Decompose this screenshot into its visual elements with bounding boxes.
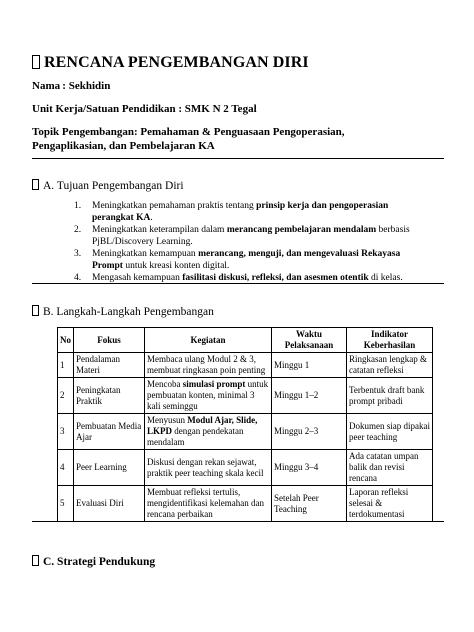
cell-kegiatan: [145, 450, 272, 486]
header-waktu: Waktu Pelaksanaan: [272, 328, 347, 353]
goal-item: [74, 225, 426, 248]
cell-kegiatan: [145, 353, 272, 378]
goal-number: 3.: [74, 249, 82, 259]
goal-emphasis: fasilitasi diskusi, refleksi, dan asesmen otentik: [182, 273, 369, 283]
cell-kegiatan: [145, 378, 272, 414]
header-no: No: [58, 328, 74, 353]
section-c-heading: C. Strategi Pendukung: [32, 555, 155, 568]
cell-no: 1: [58, 353, 74, 378]
table-row: [58, 450, 433, 486]
cell-indikator: Ada catatan umpan balik dan revisi rencana: [347, 450, 433, 486]
cell-waktu: Minggu 2–3: [272, 414, 347, 450]
cell-waktu: Setelah Peer Teaching: [272, 486, 347, 522]
goal-number: 2.: [74, 225, 82, 235]
kegiatan-text: Membuat refleksi tertulis, mengidentifikasi kelemahan dan rencana perbaikan: [147, 487, 264, 519]
missing-glyph-icon: [32, 305, 39, 316]
cell-indikator: Laporan refleksi selesai & terdokumentasi: [347, 486, 433, 522]
table-header-row: [58, 328, 433, 353]
kegiatan-text: Mencoba: [147, 379, 183, 389]
cell-indikator: Dokumen siap dipakai peer teaching: [347, 414, 433, 450]
goal-emphasis: merancang, menguji, dan mengevaluasi Rekayasa Prompt: [92, 249, 401, 271]
cell-indikator: Ringkasan lengkap & catatan refleksi: [347, 353, 433, 378]
kegiatan-text: Menyusun: [147, 415, 188, 425]
cell-fokus: Peningkatan Praktik: [74, 378, 145, 414]
missing-glyph-icon: [32, 179, 39, 190]
unit-line: Unit Kerja/Satuan Pendidikan : SMK N 2 Tegal: [32, 103, 257, 115]
header-indikator: Indikator Keberhasilan: [347, 328, 433, 353]
goal-number: 4.: [74, 273, 82, 283]
goal-emphasis: prinsip kerja dan pengoperasian perangkat KA: [92, 201, 389, 223]
cell-kegiatan: [145, 414, 272, 450]
cell-no: 3: [58, 414, 74, 450]
divider: [32, 521, 444, 522]
cell-no: 2: [58, 378, 74, 414]
goal-text-end: berbasis PjBL/Discovery Learning.: [92, 225, 410, 247]
kegiatan-text-end: untuk pembuatan konten, minimal 3 kali seminggu: [147, 379, 269, 411]
kegiatan-emphasis: simulasi prompt: [182, 379, 246, 389]
cell-fokus: Evaluasi Diri: [74, 486, 145, 522]
table-row: [58, 486, 433, 522]
topic-line-1: Topik Pengembangan: Pemahaman & Penguasaan Pengoperasian,: [32, 126, 345, 138]
cell-fokus: Peer Learning: [74, 450, 145, 486]
goal-text-end: untuk kreasi konten digital.: [122, 260, 230, 271]
goal-item: [74, 249, 426, 272]
goal-item: [74, 201, 426, 224]
kegiatan-text: Diskusi dengan rekan sejawat, praktik peer teaching skala kecil: [147, 456, 264, 478]
plan-table: [57, 327, 433, 522]
cell-no: 4: [58, 450, 74, 486]
table-row: [58, 414, 433, 450]
goals-list-container: [74, 201, 426, 286]
document-title: RENCANA PENGEMBANGAN DIRI: [32, 54, 309, 72]
goal-text: Meningkatkan keterampilan dalam: [92, 225, 227, 235]
goal-text-end: .: [150, 212, 153, 223]
goals-list: [74, 201, 426, 285]
header-kegiatan: Kegiatan: [145, 328, 272, 353]
cell-waktu: Minggu 3–4: [272, 450, 347, 486]
goal-number: 1.: [74, 201, 82, 211]
cell-no: 5: [58, 486, 74, 522]
goal-text: Meningkatkan kemampuan: [92, 249, 199, 259]
table-row: [58, 353, 433, 378]
missing-glyph-icon: [32, 55, 40, 69]
cell-indikator: Terbentuk draft bank prompt pribadi: [347, 378, 433, 414]
kegiatan-text: Membaca ulang Modul 2 & 3, membuat ringkasan poin penting: [147, 354, 266, 375]
plan-table-container: [57, 327, 433, 522]
table-row: [58, 378, 433, 414]
goal-emphasis: merancang pembelajaran mendalam: [226, 225, 377, 235]
cell-waktu: Minggu 1–2: [272, 378, 347, 414]
kegiatan-text-end: dengan pendekatan mendalam: [147, 426, 244, 447]
divider: [32, 158, 444, 159]
kegiatan-emphasis: Modul Ajar, Slide, LKPD: [147, 415, 258, 436]
section-a-heading: A. Tujuan Pengembangan Diri: [32, 179, 184, 192]
cell-kegiatan: [145, 486, 272, 522]
goal-text: Meningkatkan pemahaman praktis tentang: [92, 201, 257, 211]
goal-text-end: di kelas.: [368, 273, 403, 283]
cell-waktu: Minggu 1: [272, 353, 347, 378]
cell-fokus: Pembuatan Media Ajar: [74, 414, 145, 450]
header-fokus: Fokus: [74, 328, 145, 353]
topic-line-2: Pengaplikasian, dan Pembelajaran KA: [32, 140, 215, 152]
goal-text: Mengasah kemampuan: [92, 273, 183, 283]
cell-fokus: Pendalaman Materi: [74, 353, 145, 378]
divider: [32, 283, 444, 284]
name-line: Nama : Sekhidin: [32, 80, 111, 92]
section-b-heading: B. Langkah-Langkah Pengembangan: [32, 305, 214, 318]
missing-glyph-icon: [32, 555, 39, 566]
